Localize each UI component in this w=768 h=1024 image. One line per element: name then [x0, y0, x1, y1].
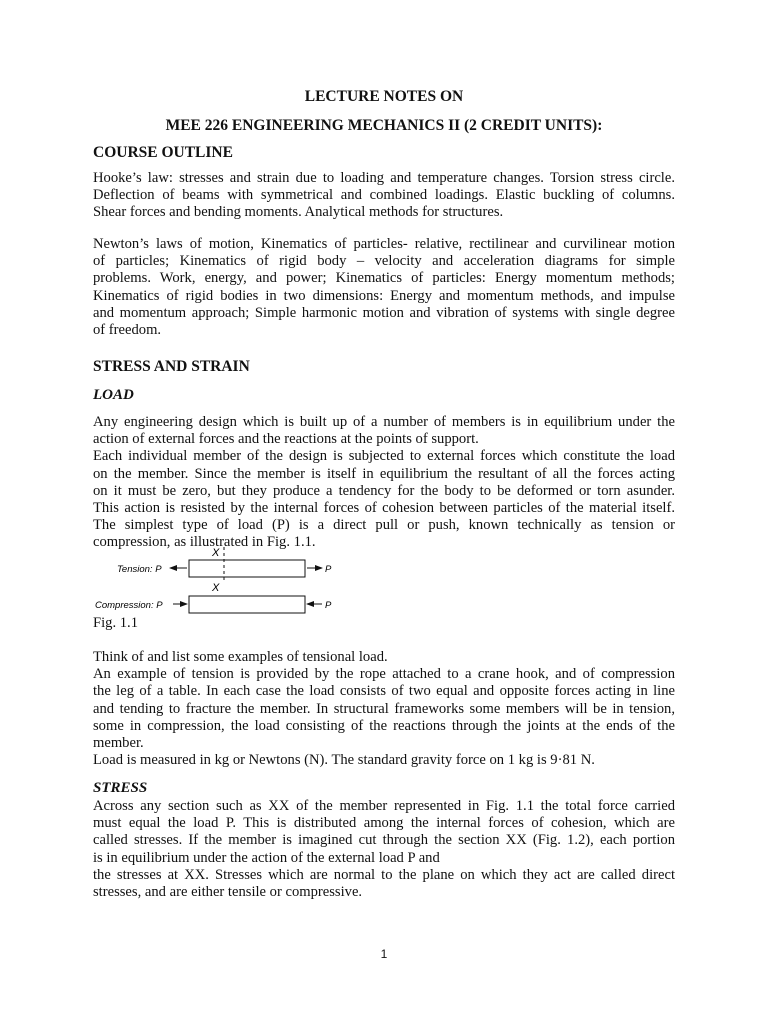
text-line: Newton’s laws of motion, Kinematics of particles- relative, rectilinear and curvilinear motion — [93, 236, 675, 252]
text-line: stresses, and are either tensile or compressive. — [93, 884, 363, 901]
course-outline-heading: COURSE OUTLINE — [93, 144, 233, 161]
load-paragraph-2 — [93, 649, 675, 769]
outline-paragraph-2 — [93, 236, 675, 339]
text-line: Any engineering design which is built up of a number of members is in equilibrium under the — [93, 414, 675, 430]
text-line: on the member. Since the member is itself in equilibrium the resultant of all the forces acting — [93, 465, 675, 482]
text-line: action of external forces and the reactions at the points of support. — [93, 431, 479, 448]
tension-force-label: P — [325, 564, 332, 575]
text-line: Shear forces and bending moments. Analytical methods for structures. — [93, 204, 504, 221]
text-line: and momentum approach; Simple harmonic motion and vibration of systems with single degree — [93, 304, 675, 321]
tension-bar — [189, 560, 305, 577]
text-line: the stresses at XX. Stresses which are normal to the plane on which they act are called direct — [93, 866, 675, 883]
figure-1-1 — [93, 545, 353, 617]
section-label-top: X — [212, 547, 220, 559]
text-line: must equal the load P. This is distributed among the internal forces of cohesion, which are — [93, 815, 675, 832]
page-number: 1 — [380, 947, 388, 961]
text-line: Think of and list some examples of tensional load. — [93, 649, 388, 665]
stress-strain-heading: STRESS AND STRAIN — [93, 358, 250, 375]
text-line: Load is measured in kg or Newtons (N). The standard gravity force on 1 kg is 9·81 N. — [93, 752, 595, 769]
text-line: An example of tension is provided by the rope attached to a crane hook, and of compression — [93, 666, 675, 683]
text-line: of particles; Kinematics of rigid body – velocity and acceleration diagrams for simple — [93, 253, 675, 270]
text-line: member. — [93, 735, 144, 752]
compression-bar — [189, 596, 305, 613]
load-paragraph-1 — [93, 414, 675, 552]
outline-paragraph-1 — [93, 170, 675, 222]
figure-caption: Fig. 1.1 — [93, 615, 139, 631]
text-line: Across any section such as XX of the member represented in Fig. 1.1 the total force carried — [93, 798, 675, 814]
compression-force-label: P — [325, 600, 332, 611]
text-line: Kinematics of rigid bodies in two dimensions: Energy and momentum methods, and impulse — [93, 287, 675, 304]
text-line: The simplest type of load (P) is a direct pull or push, known technically as tension or — [93, 517, 675, 534]
text-line: Each individual member of the design is subjected to external forces which constitute the load — [93, 448, 675, 465]
stress-heading: STRESS — [93, 780, 148, 796]
text-line: problems. Work, energy, and power; Kinematics of particles: Energy momentum methods; — [93, 270, 675, 287]
text-line: Deflection of beams with symmetrical and combined loadings. Elastic buckling of columns. — [93, 187, 675, 204]
text-line: some in compression, the load consisting of the reactions through the joints at the ends of the — [93, 717, 675, 734]
text-line: called stresses. If the member is imagined cut through the section XX (Fig. 1.2), each portion — [93, 832, 675, 849]
section-label-middle: X — [212, 582, 220, 594]
page-title: LECTURE NOTES ON — [304, 88, 464, 105]
text-line: Hooke’s law: stresses and strain due to loading and temperature changes. Torsion stress circle. — [93, 170, 675, 186]
text-line: the leg of a table. In each case the load consists of two equal and opposite forces acting in line — [93, 683, 675, 700]
text-line: on it must be zero, but they produce a tendency for the body to be deformed or torn asunder. — [93, 482, 675, 499]
stress-paragraph — [93, 798, 675, 901]
text-line: of freedom. — [93, 322, 162, 339]
load-heading: LOAD — [93, 387, 134, 403]
text-line: and tending to fracture the member. In structural frameworks some members will be in tension, — [93, 700, 675, 717]
compression-label: Compression: P — [95, 600, 163, 611]
text-line: compression, as illustrated in Fig. 1.1. — [93, 534, 316, 551]
tension-label: Tension: P — [117, 564, 162, 575]
text-line: is in equilibrium under the action of the external load P and — [93, 849, 440, 866]
text-line: This action is resisted by the internal forces of cohesion between particles of the material itself. — [93, 500, 675, 517]
course-title: MEE 226 ENGINEERING MECHANICS II (2 CREDIT UNITS): — [165, 117, 603, 134]
